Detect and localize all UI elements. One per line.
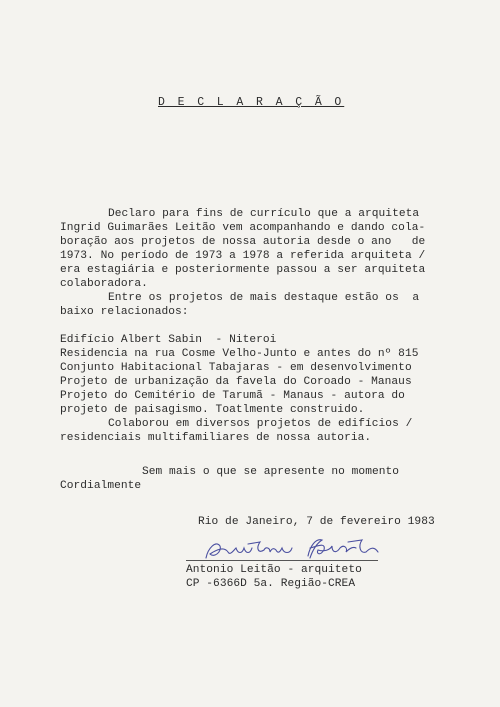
closing-salutation: Cordialmente	[60, 480, 142, 492]
body-line: Declaro para fins de currículo que a arquiteta	[108, 208, 420, 220]
body-line: colaboradora.	[60, 278, 148, 290]
document-title: D E C L A R A Ç Ã O	[158, 96, 345, 109]
body-line: era estagiária e posteriormente passou a ser arquiteta	[60, 264, 426, 276]
project-line: Projeto de urbanização da favela do Coroado - Manaus	[60, 376, 412, 388]
body-line: Ingrid Guimarães Leitão vem acompanhando e dando cola-	[60, 222, 426, 234]
body-line: Entre os projetos de mais destaque estão os a	[108, 292, 420, 304]
signature-line	[186, 560, 378, 561]
body-line: boração aos projetos de nossa autoria desde o ano de	[60, 236, 426, 248]
place-date: Rio de Janeiro, 7 de fevereiro 1983	[198, 516, 435, 528]
signatory-name: Antonio Leitão - arquiteto	[186, 564, 362, 576]
project-line: projeto de paisagismo. Toatlmente construido.	[60, 404, 365, 416]
project-line: Edifício Albert Sabin - Niteroi	[60, 334, 277, 346]
project-line: Residencia na rua Cosme Velho-Junto e antes do nº 815	[60, 348, 419, 360]
body-line: baixo relacionados:	[60, 306, 189, 318]
project-line: Conjunto Habitacional Tabajaras - em desenvolvimento	[60, 362, 412, 374]
signatory-registration: CP -6366D 5a. Região-CREA	[186, 578, 356, 590]
project-line: residenciais multifamiliares de nossa autoria.	[60, 432, 372, 444]
project-line: Colaborou em diversos projetos de edifícios /	[108, 418, 413, 430]
closing-line: Sem mais o que se apresente no momento	[142, 466, 400, 478]
body-line: 1973. No período de 1973 a 1978 a referida arquiteta /	[60, 250, 426, 262]
project-line: Projeto do Cemitério de Tarumã - Manaus - autora do	[60, 390, 405, 402]
